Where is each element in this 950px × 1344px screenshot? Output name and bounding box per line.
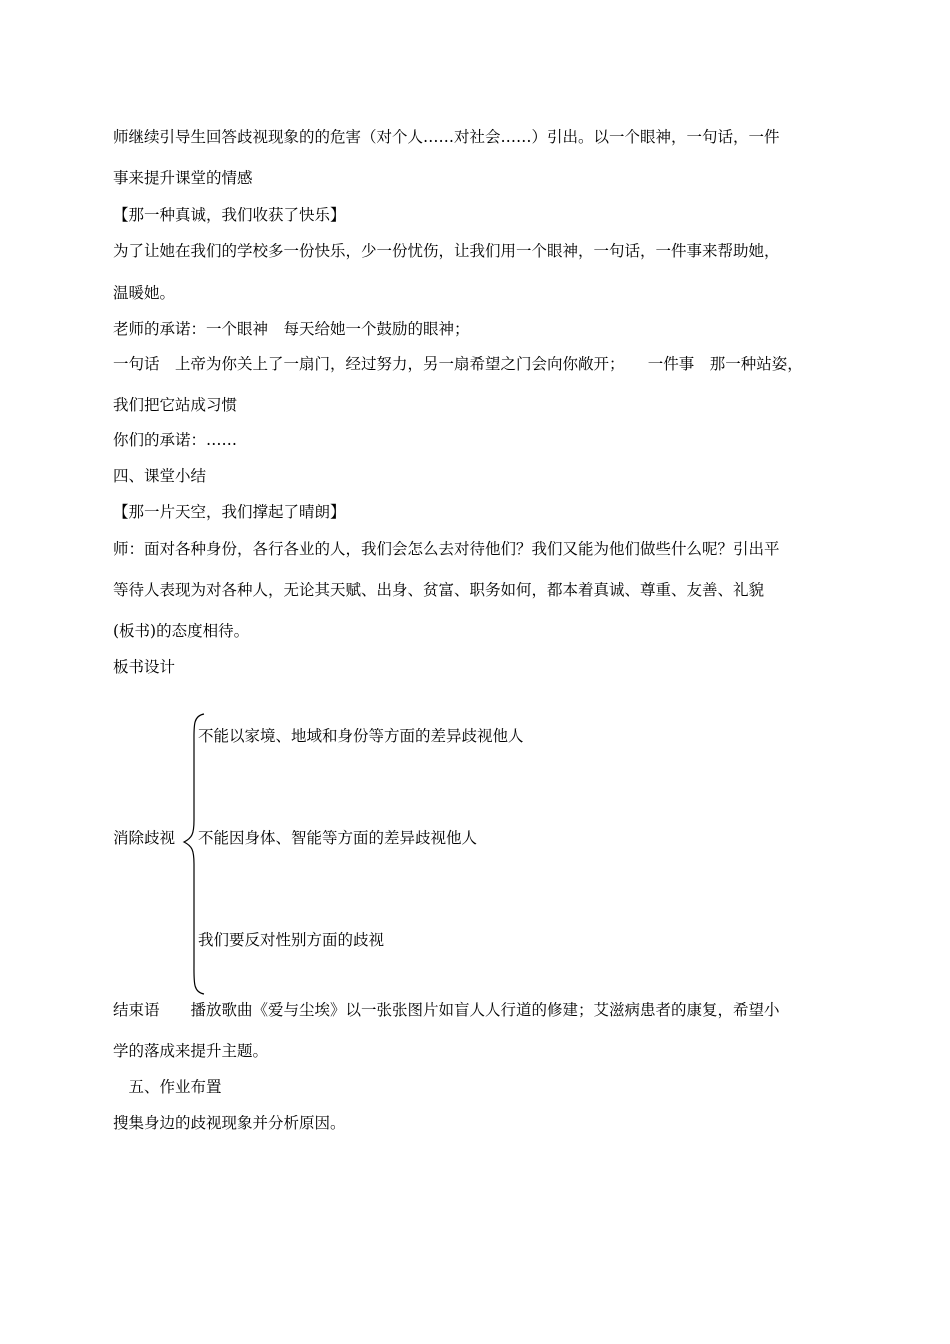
- board-root-label: 消除歧视: [113, 829, 176, 847]
- paragraph-line: 为了让她在我们的学校多一份快乐，少一份忧伤，让我们用一个眼神，一句话，一件事来帮助她，: [113, 242, 780, 260]
- curly-brace-icon: [180, 712, 208, 996]
- paragraph-line: 师：面对各种身份，各行各业的人，我们会怎么去对待他们？我们又能为他们做些什么呢？引出平: [113, 540, 780, 558]
- paragraph-line: 我们把它站成习惯: [113, 396, 238, 414]
- board-item: 不能以家境、地域和身份等方面的差异歧视他人: [198, 727, 524, 745]
- paragraph-line: 一句话 上帝为你关上了一扇门，经过努力，另一扇希望之门会向你敞开； 一件事 那一种站姿，: [113, 355, 803, 373]
- board-item: 我们要反对性别方面的歧视: [198, 931, 385, 949]
- paragraph-line: 结束语 播放歌曲《爱与尘埃》以一张张图片如盲人人行道的修建；艾滋病患者的康复，希望小: [113, 1001, 780, 1019]
- paragraph-line: 等待人表现为对各种人，无论其天赋、出身、贫富、职务如何，都本着真诚、尊重、友善、礼貌: [113, 581, 765, 599]
- paragraph-line: 事来提升课堂的情感: [113, 169, 253, 187]
- section-heading: 五、作业布置: [113, 1078, 222, 1096]
- paragraph-line: 温暖她。: [113, 284, 176, 302]
- section-heading: 【那一种真诚，我们收获了快乐】: [113, 206, 346, 224]
- section-heading: 【那一片天空，我们撑起了晴朗】: [113, 503, 346, 521]
- paragraph-line: 老师的承诺：一个眼神 每天给她一个鼓励的眼神；: [113, 320, 470, 338]
- section-heading: 四、课堂小结: [113, 467, 207, 485]
- paragraph-line: 你们的承诺：……: [113, 431, 238, 449]
- paragraph-line: 师继续引导生回答歧视现象的的危害（对个人……对社会……）引出。以一个眼神，一句话，一件: [113, 128, 780, 146]
- paragraph-line: 搜集身边的歧视现象并分析原因。: [113, 1114, 346, 1132]
- board-item: 不能因身体、智能等方面的差异歧视他人: [198, 829, 478, 847]
- paragraph-line: (板书)的态度相待。: [113, 622, 250, 640]
- paragraph-line: 学的落成来提升主题。: [113, 1042, 269, 1060]
- section-heading: 板书设计: [113, 658, 176, 676]
